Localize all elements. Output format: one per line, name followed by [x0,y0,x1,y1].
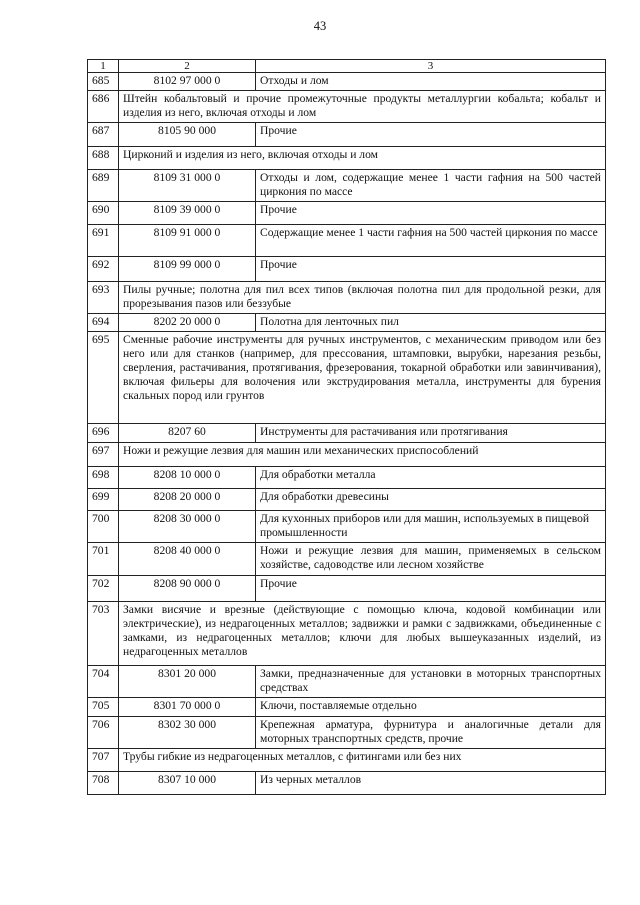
table-row [88,666,606,698]
table-row [88,443,606,467]
row-code: 8307 10 000 [119,772,256,795]
row-description: Штейн кобальтовый и прочие промежуточные продукты металлургии кобальта; кобальт и изделия из него, включая отходы и лом [119,91,606,123]
page-number: 43 [313,19,327,33]
row-description: Полотна для ленточных пил [256,314,606,332]
row-code: 8301 20 000 [119,666,256,698]
table-row [88,170,606,202]
row-description: Ножи и режущие лезвия для машин, применяемых в сельском хозяйстве, садоводстве или лесном хозяйстве [256,543,606,576]
table-row [88,123,606,147]
row-code: 8109 91 000 0 [119,225,256,257]
row-description: Крепежная арматура, фурнитура и аналогичные детали для моторных транспортных средств, прочие [256,717,606,749]
row-description: Трубы гибкие из недрагоценных металлов, с фитингами или без них [119,749,606,772]
row-description: Ножи и режущие лезвия для машин или механических приспособлений [119,443,606,467]
table-row [88,225,606,257]
row-description: Замки, предназначенные для установки в моторных транспортных средствах [256,666,606,698]
row-code: 8208 40 000 0 [119,543,256,576]
table-row [88,511,606,543]
row-number: 701 [88,543,119,576]
table-row [88,73,606,91]
row-code: 8207 60 [119,424,256,443]
header-col-2: 2 [119,60,256,73]
row-description: Для кухонных приборов или для машин, используемых в пищевой промышленности [256,511,606,543]
row-number: 702 [88,576,119,602]
table-header-row [88,60,606,73]
row-number: 696 [88,424,119,443]
table-row [88,717,606,749]
row-number: 704 [88,666,119,698]
row-number: 693 [88,282,119,314]
row-code: 8208 30 000 0 [119,511,256,543]
row-code: 8102 97 000 0 [119,73,256,91]
row-description: Из черных металлов [256,772,606,795]
row-number: 707 [88,749,119,772]
row-description: Прочие [256,257,606,282]
row-number: 705 [88,698,119,717]
row-description: Прочие [256,202,606,225]
row-number: 699 [88,489,119,511]
row-number: 689 [88,170,119,202]
table-row [88,467,606,489]
table-row [88,602,606,666]
header-col-3: 3 [256,60,606,73]
table-row [88,257,606,282]
table-row [88,424,606,443]
row-description: Пилы ручные; полотна для пил всех типов (включая полотна пил для продольной резки, для прорезывания пазов или беззубые [119,282,606,314]
table-row [88,698,606,717]
table-row [88,332,606,424]
table-row [88,749,606,772]
row-number: 685 [88,73,119,91]
row-number: 703 [88,602,119,666]
row-description: Ключи, поставляемые отдельно [256,698,606,717]
row-code: 8105 90 000 [119,123,256,147]
row-description: Инструменты для растачивания или протягивания [256,424,606,443]
row-description: Замки висячие и врезные (действующие с помощью ключа, кодовой комбинации или электрические), из недрагоценных металлов; задвижки и рамки с задвижками, объединенные с замками, из недрагоценных металлов; ключи для любых вышеуказанных изделий, из недрагоценных металлов [119,602,606,666]
table-row [88,91,606,123]
goods-table [87,59,606,795]
table-row [88,147,606,170]
row-description: Содержащие менее 1 части гафния на 500 частей циркония по массе [256,225,606,257]
row-description: Прочие [256,576,606,602]
row-code: 8109 39 000 0 [119,202,256,225]
row-description: Отходы и лом, содержащие менее 1 части гафния на 500 частей циркония по массе [256,170,606,202]
row-code: 8208 10 000 0 [119,467,256,489]
table-row [88,202,606,225]
row-code: 8109 31 000 0 [119,170,256,202]
table-row [88,543,606,576]
row-number: 686 [88,91,119,123]
row-number: 697 [88,443,119,467]
row-number: 691 [88,225,119,257]
row-description: Прочие [256,123,606,147]
header-col-1: 1 [88,60,119,73]
row-description: Для обработки древесины [256,489,606,511]
row-code: 8208 20 000 0 [119,489,256,511]
row-code: 8302 30 000 [119,717,256,749]
row-number: 706 [88,717,119,749]
table-row [88,576,606,602]
row-number: 692 [88,257,119,282]
row-description: Цирконий и изделия из него, включая отходы и лом [119,147,606,170]
table-row [88,489,606,511]
row-number: 687 [88,123,119,147]
row-code: 8208 90 000 0 [119,576,256,602]
row-code: 8109 99 000 0 [119,257,256,282]
table-row [88,282,606,314]
row-number: 698 [88,467,119,489]
row-description: Сменные рабочие инструменты для ручных инструментов, с механическим приводом или без него или для станков (например, для прессования, штамповки, вырубки, нарезания резьбы, сверления, растачивания, протягивания, фрезерования, токарной обработки или завинчивания), включая фильеры для волочения или экструдирования металла, инструменты для бурения скальных пород или грунтов [119,332,606,424]
table-row [88,314,606,332]
row-number: 700 [88,511,119,543]
row-code: 8301 70 000 0 [119,698,256,717]
row-number: 694 [88,314,119,332]
row-number: 708 [88,772,119,795]
row-description: Отходы и лом [256,73,606,91]
row-code: 8202 20 000 0 [119,314,256,332]
row-number: 695 [88,332,119,424]
row-description: Для обработки металла [256,467,606,489]
row-number: 690 [88,202,119,225]
row-number: 688 [88,147,119,170]
table-row [88,772,606,795]
